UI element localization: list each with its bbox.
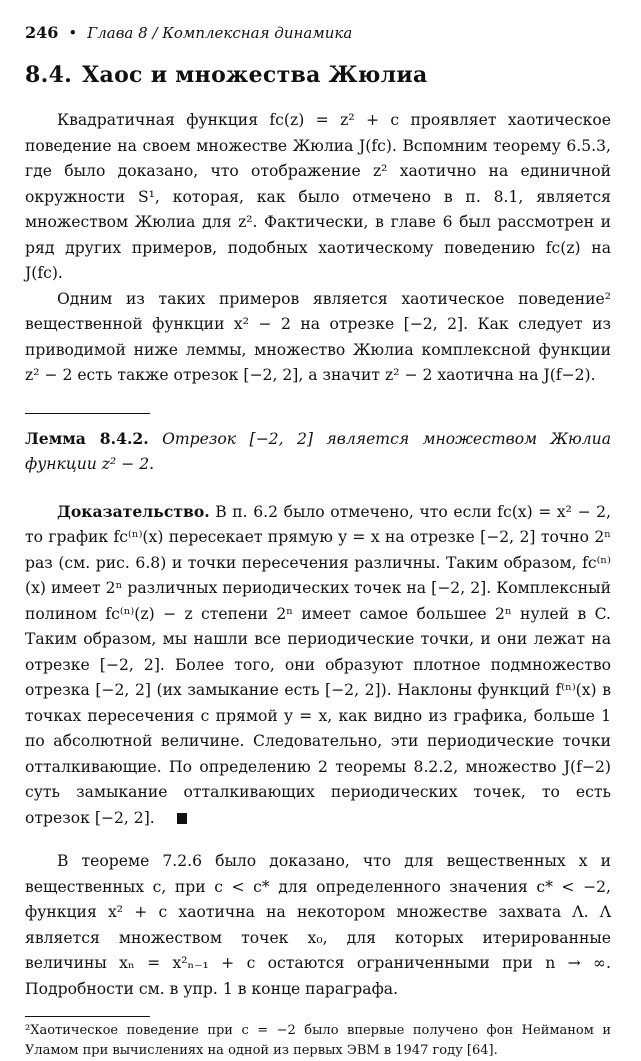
- book-page: [25, 20, 611, 1061]
- header-bullet: •: [68, 24, 78, 42]
- paragraph-intro: Квадратичная функция fc(z) = z² + c проявляет хаотическое поведение на своем множестве Жюлиа J(fc). Вспомним теорему 6.5.3, где было доказано, что отображение z² хаотично на единичной окружности S¹, которая, как было отмечено в п. 8.1, является множеством Жюлиа для z². Фактически, в главе 6 был рассмотрен и ряд других примеров, подобных хаотическому поведению fc(z) на J(fc).: [25, 111, 611, 282]
- footnote-divider: [25, 1016, 150, 1017]
- paragraph-closing: В теореме 7.2.6 было доказано, что для вещественных x и вещественных c, при c < c* для определенного значения c* < −2, функция x² + c хаотична на некотором множестве захвата Λ. Λ является множеством точек x₀, для которых итерированные величины xₙ = x²ₙ₋₁ + c остаются ограниченными при n → ∞. Подробности см. в упр. 1 в конце параграфа.: [25, 852, 611, 998]
- proof-text: В п. 6.2 было отмечено, что если fc(x) = x² − 2, то график fc⁽ⁿ⁾(x) пересекает прямую y = x на отрезке [−2, 2] точно 2ⁿ раз (см. рис. 6.8) и точки пересечения различны. Таким образом, fc⁽ⁿ⁾(x) имеет 2ⁿ различных периодических точек на [−2, 2]. Комплексный полином fc⁽ⁿ⁾(z) − z степени 2ⁿ имеет самое большее 2ⁿ нулей в C. Таким образом, мы нашли все периодические точки, и они лежат на отрезке [−2, 2]. Более того, они образуют плотное подмножество отрезка [−2, 2] (их замыкание есть [−2, 2]). Наклоны функций f⁽ⁿ⁾(x) в точках пересечения с прямой y = x, как видно из графика, больше 1 по абсолютной величине. Следовательно, эти периодические точки отталкивающие. По определению 2 теоремы 8.2.2, множество J(f−2) суть замыкание отталкивающих периодических точек, то есть отрезок [−2, 2].: [25, 502, 611, 827]
- proof-label: Доказательство.: [57, 501, 210, 521]
- section-title: Хаос и множества Жюлиа: [82, 62, 428, 88]
- section-heading: [25, 62, 611, 88]
- page-number: 246: [25, 23, 59, 42]
- lemma-divider: [25, 413, 150, 414]
- section-number: 8.4.: [25, 62, 73, 88]
- paragraph-example: Одним из таких примеров является хаотическое поведение² вещественной функции x² − 2 на отрезке [−2, 2]. Как следует из приводимой ниже леммы, множество Жюлиа комплексной функции z² − 2 есть также отрезок [−2, 2], а значит z² − 2 хаотична на J(f−2).: [25, 289, 611, 384]
- footnote: ²Хаотическое поведение при c = −2 было впервые получено фон Нейманом и Уламом при вычислениях на одной из первых ЭВМ в 1947 году [64].: [25, 1023, 611, 1058]
- proof: [25, 499, 611, 832]
- qed-square-icon: [177, 813, 187, 824]
- lemma-label: Лемма 8.4.2.: [25, 428, 149, 448]
- lemma: [25, 426, 611, 478]
- running-title: Глава 8 / Комплексная динамика: [87, 24, 353, 42]
- lemma-text: Отрезок [−2, 2] является множеством Жюлиа функции z² − 2.: [25, 429, 611, 473]
- running-header: [25, 20, 611, 46]
